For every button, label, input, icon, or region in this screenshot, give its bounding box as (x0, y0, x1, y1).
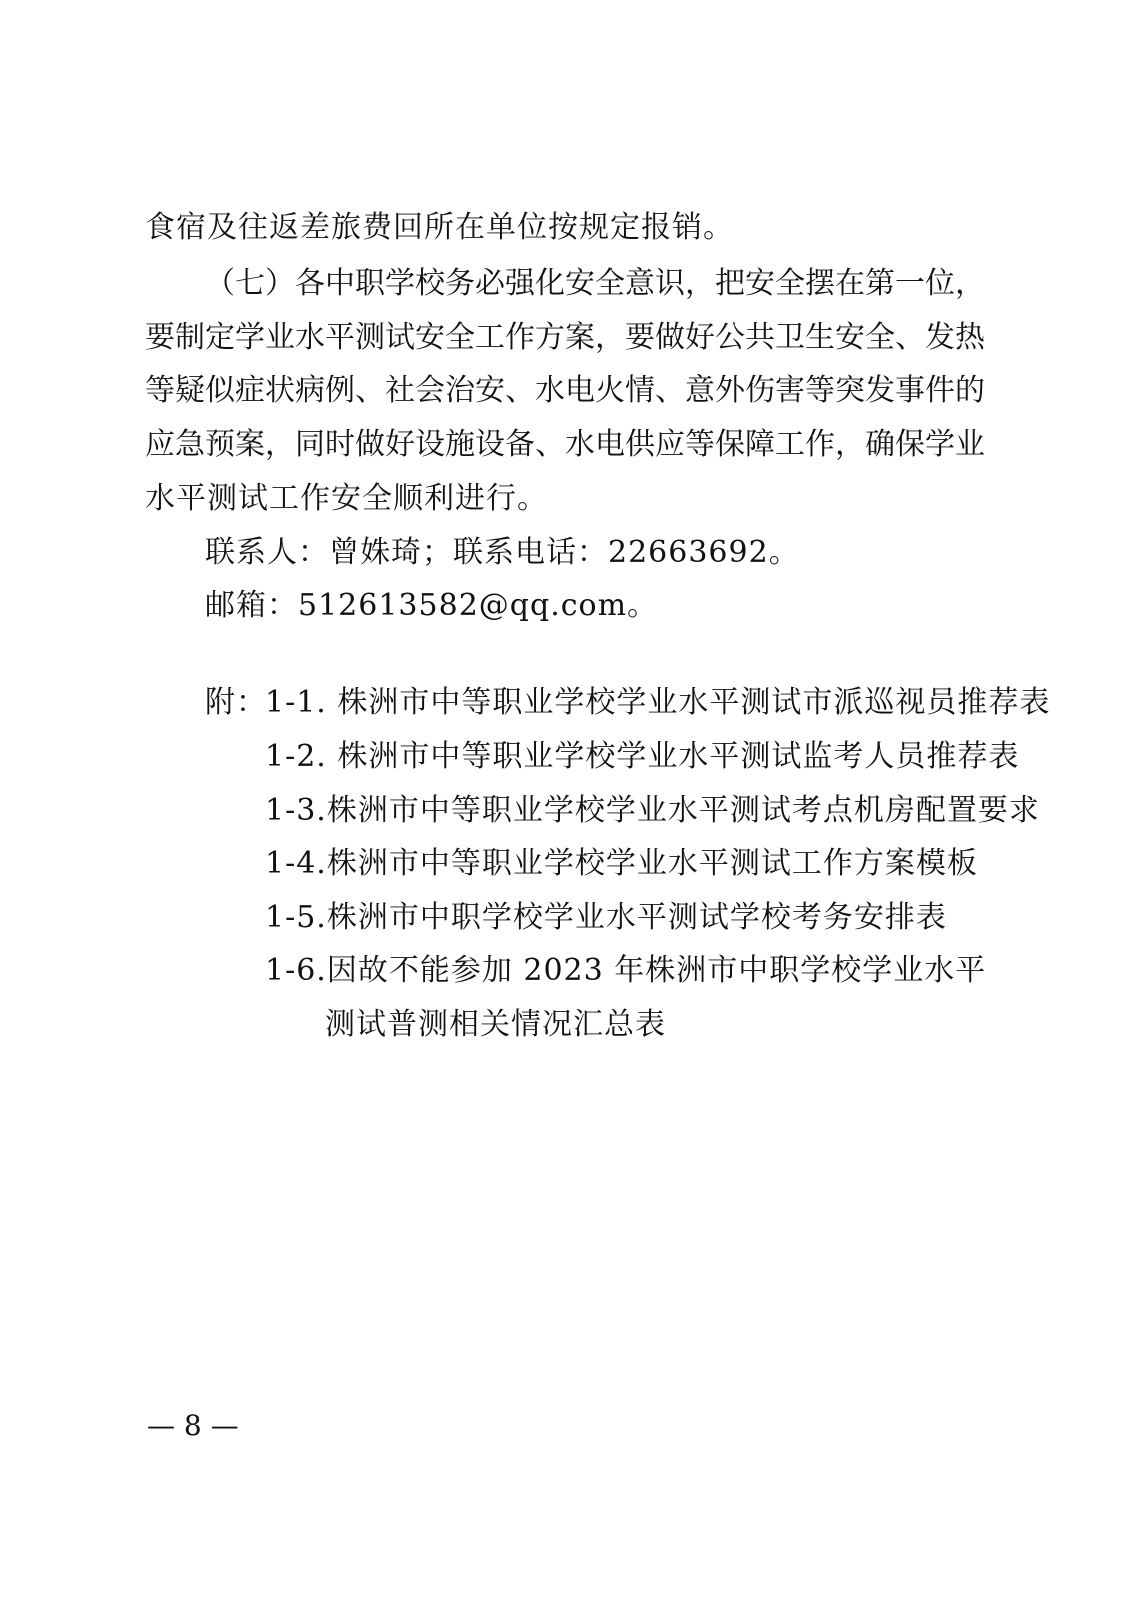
attachment-item: 1-5.株洲市中职学校学业水平测试学校考务安排表 (265, 900, 947, 935)
attachment-item: 1-3.株洲市中等职业学校学业水平测试考点机房配置要求 (265, 793, 1040, 828)
attachment-item: 1-1. 株洲市中等职业学校学业水平测试市派巡视员推荐表 (265, 685, 1051, 720)
attachment-item-continuation: 测试普测相关情况汇总表 (325, 1007, 666, 1042)
paragraph-line: 等疑似症状病例、社会治安、水电火情、意外伤害等突发事件的 (145, 373, 985, 408)
page-number: — 8 — (147, 1409, 239, 1442)
paragraph-line: （七）各中职学校务必强化安全意识，把安全摆在第一位， (205, 266, 985, 301)
contact-line: 联系人：曾姝琦；联系电话：22663692。 (205, 535, 800, 570)
paragraph-line: 食宿及往返差旅费回所在单位按规定报销。 (145, 210, 734, 245)
paragraph-line: 水平测试工作安全顺利进行。 (145, 481, 548, 516)
attachments-label: 附： (205, 685, 267, 720)
email-line: 邮箱：512613582@qq.com。 (205, 588, 659, 623)
attachment-item: 1-4.株洲市中等职业学校学业水平测试工作方案模板 (265, 846, 978, 881)
attachment-item: 1-2. 株洲市中等职业学校学业水平测试监考人员推荐表 (265, 739, 1020, 774)
paragraph-line: 应急预案，同时做好设施设备、水电供应等保障工作，确保学业 (145, 427, 985, 462)
paragraph-line: 要制定学业水平测试安全工作方案，要做好公共卫生安全、发热 (145, 320, 985, 355)
attachment-item: 1-6.因故不能参加 2023 年株洲市中职学校学业水平 (265, 953, 987, 988)
